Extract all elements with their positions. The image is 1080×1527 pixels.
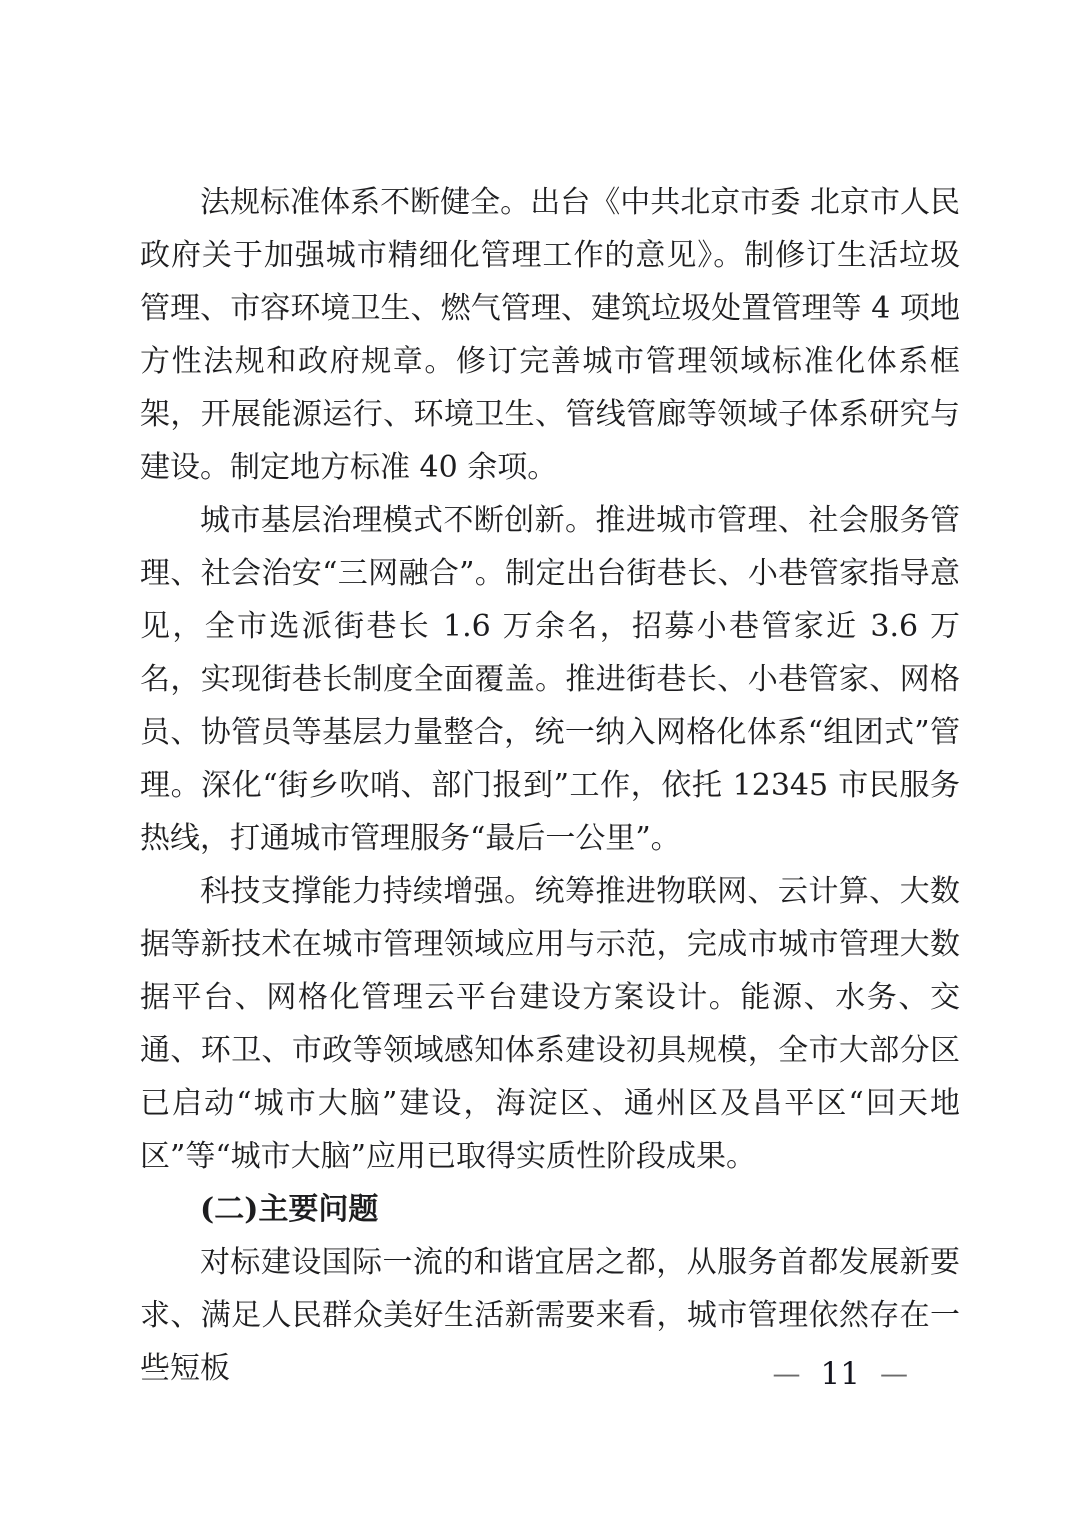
document-body bbox=[140, 176, 960, 1395]
page-footer bbox=[773, 1356, 908, 1392]
page-number: 11 bbox=[820, 1356, 860, 1392]
paragraph-legal-standards: 法规标准体系不断健全。出台《中共北京市委 北京市人民政府关于加强城市精细化管理工作的意见》。制修订生活垃圾管理、市容环境卫生、燃气管理、建筑垃圾处置管理等 4 项地方性法规和政府规章。修订完善城市管理领域标准化体系框架，开展能源运行、环境卫生、管线管廊等领域子体系研究与建设。制定地方标准 40 余项。 bbox=[140, 185, 960, 485]
paragraph-technology-support: 科技支撑能力持续增强。统筹推进物联网、云计算、大数据等新技术在城市管理领域应用与示范，完成市城市管理大数据平台、网格化管理云平台建设方案设计。能源、水务、交通、环卫、市政等领域感知体系建设初具规模，全市大部分区已启动“城市大脑”建设，海淀区、通州区及昌平区“回天地区”等“城市大脑”应用已取得实质性阶段成果。 bbox=[140, 874, 960, 1174]
page-number-left-dash: — bbox=[772, 1357, 801, 1390]
paragraph-benchmarking-shortcomings: 对标建设国际一流的和谐宜居之都，从服务首都发展新要求、满足人民群众美好生活新需要来看，城市管理依然存在一些短板 bbox=[140, 1245, 960, 1386]
paragraph-grassroots-governance: 城市基层治理模式不断创新。推进城市管理、社会服务管理、社会治安“三网融合”。制定出台街巷长、小巷管家指导意见，全市选派街巷长 1.6 万余名，招募小巷管家近 3.6 万名，实现街巷长制度全面覆盖。推进街巷长、小巷管家、网格员、协管员等基层力量整合，统一纳入网格化体系“组团式”管理。深化“街乡吹哨、部门报到”工作，依托 12345 市民服务热线，打通城市管理服务“最后一公里”。 bbox=[140, 503, 960, 856]
page-number-right-dash: — bbox=[880, 1357, 908, 1390]
section-heading-main-problems: (二)主要问题 bbox=[200, 1192, 379, 1227]
